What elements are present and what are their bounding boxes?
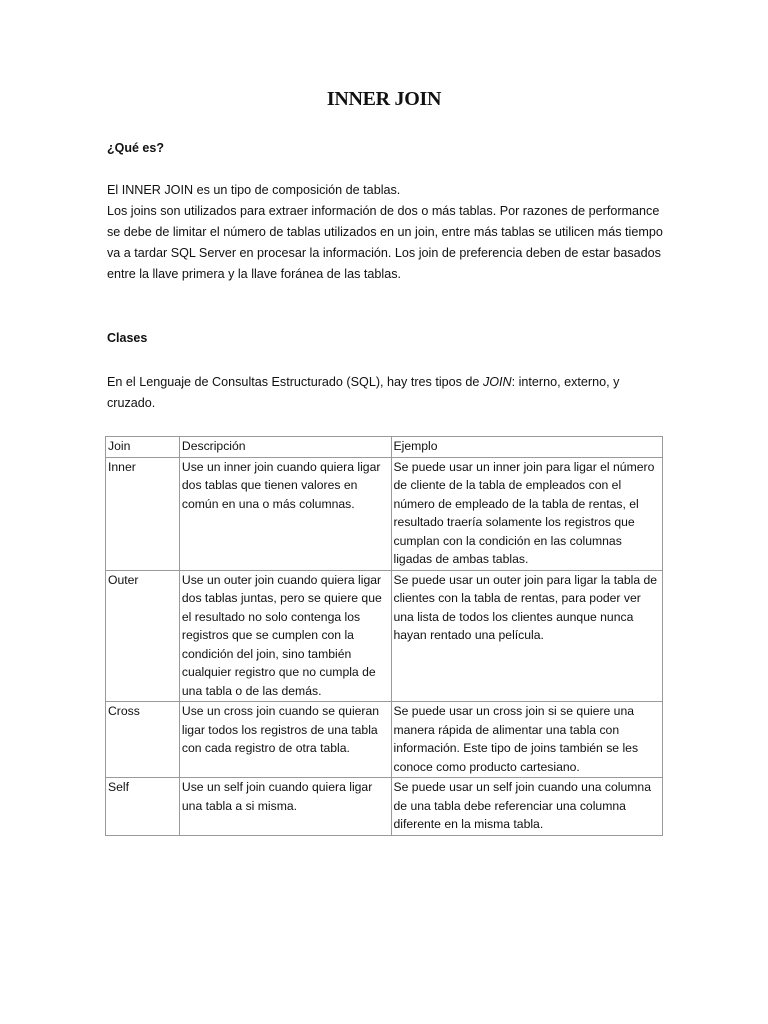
join-types-table xyxy=(105,436,663,836)
section-heading-que-es: ¿Qué es? xyxy=(107,141,164,155)
cell-descripcion: Use un inner join cuando quiera ligar dos tablas que tienen valores en común en una o más columnas. xyxy=(179,457,391,570)
intro-line-2: Los joins son utilizados para extraer información de dos o más tablas. Por razones de performance se debe de limitar el número de tablas utilizados en un join, entre más tablas se utilicen más tiempo va a tardar SQL Server en procesar la información. Los join de preferencia deben de estar basados entre la llave primera y la llave foránea de las tablas. xyxy=(107,204,663,281)
cell-ejemplo: Se puede usar un inner join para ligar el número de cliente de la tabla de empleados con el número de empleado de la tabla de rentas, el resultado traería solamente los registros que cumplan con la condición en las columnas ligadas de ambas tablas. xyxy=(391,457,663,570)
table-row xyxy=(106,570,663,702)
table-row xyxy=(106,457,663,570)
cell-descripcion: Use un outer join cuando quiera ligar dos tablas juntas, pero se quiere que el resultado no solo contenga los registros que se cumplen con la condición del join, sino también cualquier registro que no cumpla de una tabla o de las demás. xyxy=(179,570,391,702)
intro-line-1: El INNER JOIN es un tipo de composición de tablas. xyxy=(107,183,401,197)
cell-ejemplo: Se puede usar un cross join si se quiere una manera rápida de alimentar una tabla con información. Este tipo de joins también se les conoce como producto cartesiano. xyxy=(391,702,663,778)
table-row xyxy=(106,778,663,836)
intro-paragraph xyxy=(107,180,667,285)
cell-ejemplo: Se puede usar un outer join para ligar la tabla de clientes con la tabla de rentas, para poder ver una lista de todos los clientes aunque nunca hayan rentado una película. xyxy=(391,570,663,702)
cell-join: Self xyxy=(106,778,180,836)
clases-text-join: JOIN xyxy=(482,375,512,389)
cell-join: Outer xyxy=(106,570,180,702)
page-title: INNER JOIN xyxy=(326,88,442,110)
clases-text-after: : interno, externo, y cruzado. xyxy=(107,375,620,410)
cell-descripcion: Use un self join cuando quiera ligar una tabla a si misma. xyxy=(179,778,391,836)
header-ejemplo: Ejemplo xyxy=(391,437,663,458)
cell-descripcion: Use un cross join cuando se quieran ligar todos los registros de una tabla con cada registro de otra tabla. xyxy=(179,702,391,778)
clases-paragraph xyxy=(107,372,663,414)
section-heading-clases: Clases xyxy=(107,331,148,345)
table-header-row xyxy=(106,437,663,458)
table-row xyxy=(106,702,663,778)
cell-join: Cross xyxy=(106,702,180,778)
cell-join: Inner xyxy=(106,457,180,570)
header-join: Join xyxy=(106,437,180,458)
header-descripcion: Descripción xyxy=(179,437,391,458)
clases-text-before: En el Lenguaje de Consultas Estructurado (SQL), hay tres tipos de xyxy=(107,375,483,389)
cell-ejemplo: Se puede usar un self join cuando una columna de una tabla debe referenciar una columna diferente en la misma tabla. xyxy=(391,778,663,836)
